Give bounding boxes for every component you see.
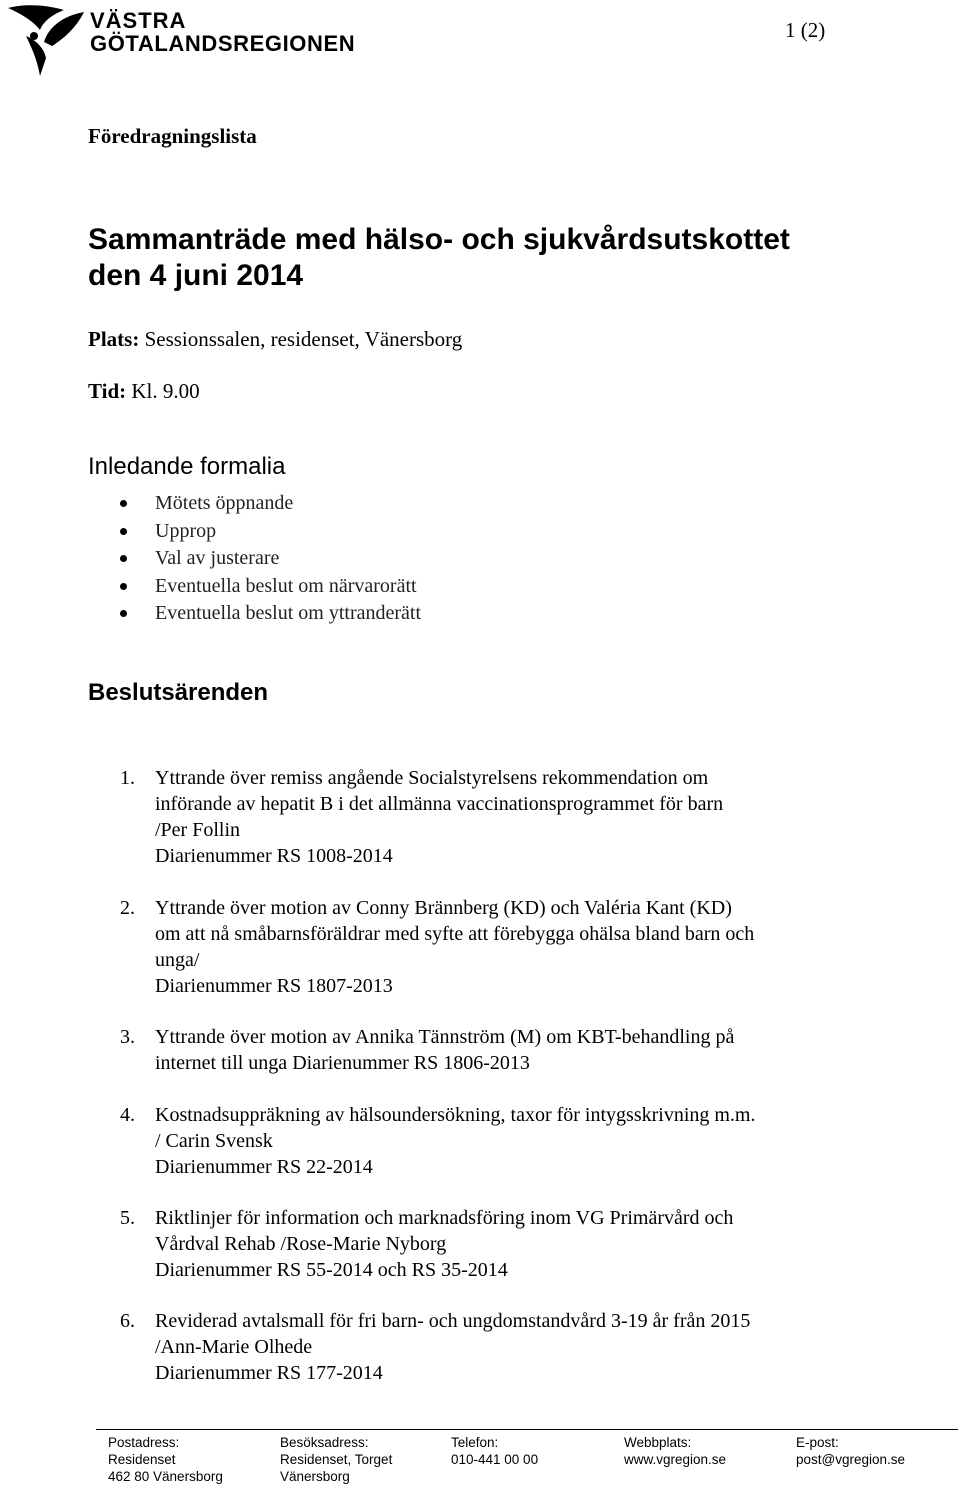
item-number: 3. bbox=[120, 1026, 135, 1048]
footer-value: Residenset, Torget bbox=[280, 1452, 393, 1467]
formalia-item: Val av justerare bbox=[120, 545, 421, 573]
item-line: Diarienummer RS 55-2014 och RS 35-2014 bbox=[155, 1259, 508, 1281]
item-line: internet till unga Diarienummer RS 1806-2013 bbox=[155, 1052, 530, 1074]
vgr-logo bbox=[4, 2, 364, 76]
page-number: 1 (2) bbox=[785, 18, 826, 42]
item-line: Yttrande över remiss angående Socialstyrelsens rekommendation om bbox=[155, 767, 709, 789]
vgr-logo-icon bbox=[4, 2, 86, 76]
item-number: 2. bbox=[120, 897, 135, 919]
item-number: 5. bbox=[120, 1207, 135, 1229]
place-label: Plats: bbox=[88, 327, 140, 351]
footer-divider bbox=[96, 1429, 958, 1430]
item-number: 1. bbox=[120, 767, 135, 789]
item-line: Diarienummer RS 1008-2014 bbox=[155, 845, 393, 867]
time-value: Kl. 9.00 bbox=[126, 379, 200, 403]
item-line: Diarienummer RS 1807-2013 bbox=[155, 975, 393, 997]
footer-label: E-post: bbox=[796, 1435, 839, 1450]
formalia-item: Eventuella beslut om yttranderätt bbox=[120, 600, 421, 628]
footer-value: 462 80 Vänersborg bbox=[108, 1469, 223, 1484]
formalia-list bbox=[120, 490, 421, 628]
bullet-icon bbox=[120, 528, 127, 535]
item-line: Diarienummer RS 22-2014 bbox=[155, 1156, 373, 1178]
item-line: /Per Follin bbox=[155, 819, 241, 841]
logo-text-line1: VÄSTRA bbox=[90, 8, 187, 33]
item-line: /Ann-Marie Olhede bbox=[155, 1336, 313, 1358]
item-line: Reviderad avtalsmall för fri barn- och ungdomstandvård 3-19 år från 2015 bbox=[155, 1310, 751, 1332]
footer-value: 010-441 00 00 bbox=[451, 1452, 539, 1467]
item-number: 4. bbox=[120, 1104, 135, 1126]
item-line: Yttrande över motion av Conny Brännberg (KD) och Valéria Kant (KD) bbox=[155, 897, 732, 919]
footer-label: Besöksadress: bbox=[280, 1435, 369, 1450]
item-line: Riktlinjer för information och marknadsföring inom VG Primärvård och bbox=[155, 1207, 734, 1229]
decisions-heading: Beslutsärenden bbox=[88, 679, 269, 706]
bullet-icon bbox=[120, 555, 127, 562]
footer-value: post@vgregion.se bbox=[796, 1452, 906, 1467]
meeting-place bbox=[88, 327, 462, 352]
bullet-icon bbox=[120, 583, 127, 590]
document-type: Föredragningslista bbox=[88, 124, 257, 148]
item-line: Diarienummer RS 177-2014 bbox=[155, 1362, 383, 1384]
footer-label: Webbplats: bbox=[624, 1435, 692, 1450]
footer-postal-address bbox=[108, 1434, 223, 1485]
item-line: om att nå småbarnsföräldrar med syfte att förebygga ohälsa bland barn och bbox=[155, 923, 755, 945]
title-line-1: Sammanträde med hälso- och sjukvårdsutskottet bbox=[88, 223, 790, 256]
meeting-time bbox=[88, 379, 200, 404]
bullet-icon bbox=[120, 500, 127, 507]
item-line: Kostnadsuppräkning av hälsoundersökning, taxor för intygsskrivning m.m. bbox=[155, 1104, 756, 1126]
formalia-heading: Inledande formalia bbox=[88, 453, 286, 480]
formalia-item: Eventuella beslut om närvarorätt bbox=[120, 573, 421, 601]
bullet-icon bbox=[120, 610, 127, 617]
item-line: Yttrande över motion av Annika Tännström (M) om KBT-behandling på bbox=[155, 1026, 735, 1048]
footer-value: Residenset bbox=[108, 1452, 176, 1467]
page-title bbox=[88, 222, 888, 294]
time-label: Tid: bbox=[88, 379, 127, 403]
item-line: Vårdval Rehab /Rose-Marie Nyborg bbox=[155, 1233, 447, 1255]
footer-visiting-address bbox=[280, 1434, 392, 1485]
item-number: 6. bbox=[120, 1310, 135, 1332]
footer-value: Vänersborg bbox=[280, 1469, 350, 1484]
title-line-2: den 4 juni 2014 bbox=[88, 259, 304, 292]
item-line: / Carin Svensk bbox=[155, 1130, 273, 1152]
footer-phone bbox=[451, 1434, 538, 1468]
footer-value: www.vgregion.se bbox=[624, 1452, 727, 1467]
item-line: unga/ bbox=[155, 949, 200, 971]
footer-label: Postadress: bbox=[108, 1435, 180, 1450]
place-value: Sessionssalen, residenset, Vänersborg bbox=[139, 327, 463, 351]
logo-text-line2: GÖTALANDSREGIONEN bbox=[90, 31, 356, 56]
footer-website bbox=[624, 1434, 726, 1468]
footer-email bbox=[796, 1434, 905, 1468]
footer-label: Telefon: bbox=[451, 1435, 499, 1450]
formalia-item: Mötets öppnande bbox=[120, 490, 421, 518]
formalia-item: Upprop bbox=[120, 518, 421, 546]
item-line: införande av hepatit B i det allmänna vaccinationsprogrammet för barn bbox=[155, 793, 724, 815]
